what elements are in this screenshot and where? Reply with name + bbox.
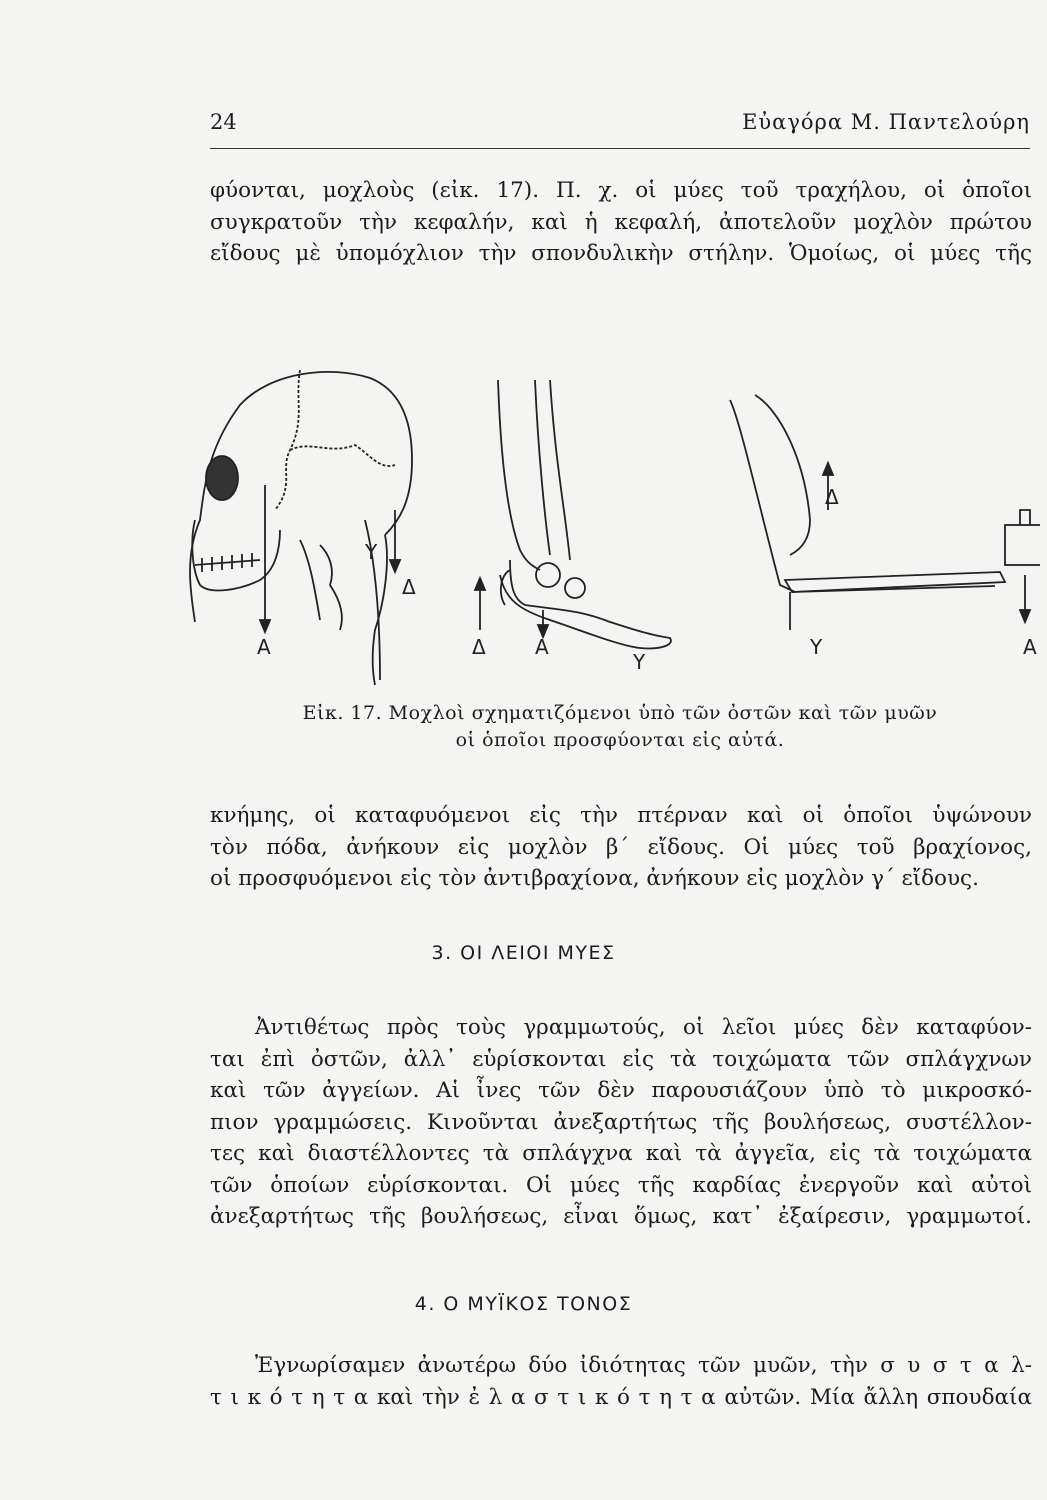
arm-muscle bbox=[755, 395, 810, 555]
paragraph-2 bbox=[210, 800, 1032, 895]
section-4-title: 4. Ο ΜΥΪΚΟΣ ΤΟΝΟΣ bbox=[414, 1293, 633, 1315]
text-line: πιον γραμμώσεις. Κινοῦνται ἀνεξαρτήτως τῆς βουλήσεως, συστέλλον- bbox=[210, 1109, 1032, 1135]
section-4-body bbox=[210, 1350, 1032, 1413]
jaw bbox=[192, 520, 280, 590]
humerus bbox=[730, 400, 795, 592]
label-head-D: Δ bbox=[402, 575, 416, 599]
text-line: κνήμης, οἱ καταφυόμενοι εἰς τὴν πτέρναν καὶ οἱ ὁποῖοι ὑψώνουν bbox=[210, 803, 1032, 828]
text-line: Ἀντιθέτως πρὸς τοὺς γραμμωτούς, οἱ λεῖοι μύες δὲν καταφύον- bbox=[255, 1015, 1032, 1040]
label-arm-D: Δ bbox=[825, 485, 839, 509]
paragraph-1 bbox=[210, 175, 1032, 270]
cervical-spine bbox=[300, 540, 342, 630]
text-line: συγκρατοῦν τὴν κεφαλήν, καὶ ἡ κεφαλή, ἀποτελοῦν μοχλὸν πρώτου bbox=[210, 209, 1032, 235]
weight bbox=[1005, 525, 1040, 565]
page-number: 24 bbox=[210, 110, 237, 134]
text-line: οἱ προσφυόμενοι εἰς τὸν ἀντιβραχίονα, ἀνήκουν εἰς μοχλὸν γ΄ εἴδους. bbox=[210, 866, 979, 891]
text-line: ἀνεξαρτήτως τῆς βουλήσεως, εἶναι ὅμως, κατ᾽ ἐξαίρεσιν, γραμμωτοί. bbox=[210, 1204, 1032, 1229]
caption-line: οἱ ὁποῖοι προσφύονται εἰς αὐτά. bbox=[455, 729, 785, 751]
calf bbox=[550, 380, 570, 560]
text-line: ται ἐπὶ ὀστῶν, ἀλλ᾽ εὑρίσκονται εἰς τὰ τοιχώματα τῶν σπλάγχνων bbox=[210, 1046, 1032, 1072]
figure-caption bbox=[280, 700, 960, 754]
section-3-body bbox=[210, 1012, 1032, 1233]
text-line: φύονται, μοχλοὺς (εἰκ. 17). Π. χ. οἱ μύες τοῦ τραχήλου, οἱ ὁποῖοι bbox=[210, 178, 1032, 203]
text-line: τες καὶ διαστέλλοντες τὰ σπλάγχνα καὶ τὰ ἀγγεῖα, εἰς τὰ τοιχώματα bbox=[210, 1141, 1032, 1166]
text-line: τὸν πόδα, ἀνήκουν εἰς μοχλὸν β΄ εἴδους. Οἱ μύες τοῦ βραχίονος, bbox=[210, 834, 1032, 860]
text-line: καὶ τῶν ἀγγείων. Αἱ ἶνες τῶν δὲν παρουσιάζουν ὑπὸ τὸ μικροσκό- bbox=[210, 1078, 1032, 1103]
teeth bbox=[195, 553, 260, 572]
page-header bbox=[210, 110, 1030, 149]
caption-line: Εἰκ. 17. Μοχλοὶ σχηματιζόμενοι ὑπὸ τῶν ὀστῶν καὶ τῶν μυῶν bbox=[302, 702, 938, 724]
label-arm-A: A bbox=[1023, 635, 1037, 659]
label-foot-D: Δ bbox=[472, 635, 486, 659]
running-head-author: Εὐαγόρα Μ. Παντελούρη bbox=[742, 110, 1030, 134]
eye-orbit bbox=[206, 456, 238, 500]
foot bbox=[500, 560, 671, 648]
text-line: Ἐγνωρίσαμεν ἀνωτέρω δύο ἰδιότητας τῶν μυῶν, τὴν σ υ σ τ α λ- bbox=[255, 1353, 1032, 1378]
label-arm-Y: Y bbox=[810, 635, 823, 659]
label-foot-A: A bbox=[535, 635, 549, 659]
heel bbox=[501, 570, 510, 605]
skull-sutures bbox=[275, 370, 395, 510]
section-3-title: 3. ΟΙ ΛΕΙΟΙ ΜΥΕΣ bbox=[431, 942, 616, 964]
text-line: εἴδους μὲ ὑπομόχλιον τὴν σπονδυλικὴν στήλην. Ὁμοίως, οἱ μύες τῆς bbox=[210, 241, 1032, 266]
label-head-A: A bbox=[257, 635, 271, 659]
levers-illustration bbox=[180, 360, 1040, 690]
text-line: τῶν ὁποίων εὑρίσκονται. Οἱ μύες τῆς καρδίας ἐνεργοῦν καὶ αὐτοὶ bbox=[210, 1172, 1032, 1198]
label-head-Y: Y bbox=[365, 540, 378, 564]
figure-17 bbox=[180, 360, 1040, 690]
text-line: τ ι κ ό τ η τ α καὶ τὴν ἐ λ α σ τ ι κ ό τ η τ α αὐτῶν. Μία ἄλλη σπουδαία bbox=[210, 1384, 1032, 1410]
shin-back bbox=[535, 380, 550, 555]
label-foot-Y: Y bbox=[633, 650, 646, 674]
shin-bone bbox=[498, 380, 540, 570]
